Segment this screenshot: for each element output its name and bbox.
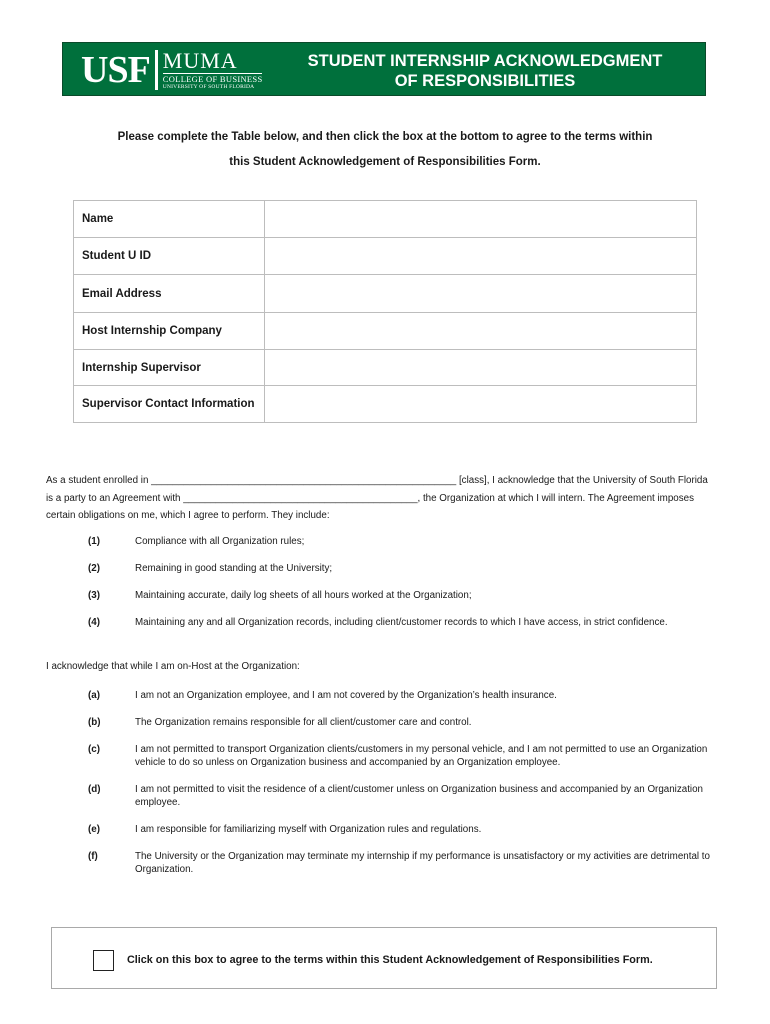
agree-checkbox[interactable] <box>93 950 114 971</box>
host-company-field[interactable] <box>265 313 697 350</box>
row-label-student-id: Student U ID <box>74 238 265 275</box>
item-text: The University or the Organization may terminate my internship if my performance is unsatisfactory or my activities are detrimental to Organization. <box>135 851 710 875</box>
intro-line-2: this Student Acknowledgement of Responsibilities Form. <box>229 156 541 168</box>
item-text: Maintaining any and all Organization records, including client/customer records to which I have access, in strict confidence. <box>135 617 668 628</box>
page-title <box>285 51 685 91</box>
agree-label: Click on this box to agree to the terms within this Student Acknowledgement of Responsibilities Form. <box>127 954 653 966</box>
row-label-name: Name <box>74 201 265 238</box>
intro-instructions <box>60 125 710 175</box>
table-row <box>74 350 697 386</box>
table-row <box>74 386 697 423</box>
item-marker: (e) <box>88 824 100 835</box>
supervisor-contact-field[interactable] <box>265 386 697 423</box>
agree-section <box>51 927 717 989</box>
logo-usf-text: USF <box>81 50 158 90</box>
item-text: I am not an Organization employee, and I am not covered by the Organization’s health insurance. <box>135 690 557 701</box>
item-text: I am responsible for familiarizing myself with Organization rules and regulations. <box>135 824 482 835</box>
table-row <box>74 238 697 275</box>
item-text: Compliance with all Organization rules; <box>135 536 305 547</box>
student-info-table <box>73 200 697 423</box>
item-marker: (a) <box>88 690 100 701</box>
item-marker: (3) <box>88 590 100 601</box>
item-marker: (2) <box>88 563 100 574</box>
title-line-1: STUDENT INTERNSHIP ACKNOWLEDGMENT <box>307 52 663 70</box>
table-row <box>74 201 697 238</box>
item-marker: (b) <box>88 717 101 728</box>
logo-college-text: COLLEGE OF BUSINESS <box>162 73 263 84</box>
item-marker: (c) <box>88 744 100 755</box>
agreement-line-3: certain obligations on me, which I agree to perform. They include: <box>46 510 330 521</box>
item-text: The Organization remains responsible for all client/customer care and control. <box>135 717 472 728</box>
row-label-email: Email Address <box>74 275 265 313</box>
intro-line-1: Please complete the Table below, and then click the box at the bottom to agree to the terms within <box>117 131 653 143</box>
agreement-line-1: As a student enrolled in ________________________________________________________ [class], I acknowledge that the University of South Florida <box>46 475 708 486</box>
header-banner <box>62 42 706 96</box>
student-id-field[interactable] <box>265 238 697 275</box>
row-label-host-company: Host Internship Company <box>74 313 265 350</box>
email-field[interactable] <box>265 275 697 313</box>
item-text: I am not permitted to visit the residence of a client/customer unless on Organization business and accompanied by an Organization employee. <box>135 784 703 808</box>
row-label-supervisor: Internship Supervisor <box>74 350 265 386</box>
logo-muma-text: MUMA <box>162 47 238 73</box>
item-marker: (1) <box>88 536 100 547</box>
logo-university-text: UNIVERSITY OF SOUTH FLORIDA <box>162 83 255 90</box>
table-row <box>74 313 697 350</box>
item-text: Remaining in good standing at the University; <box>135 563 333 574</box>
supervisor-field[interactable] <box>265 350 697 386</box>
item-marker: (4) <box>88 617 100 628</box>
acknowledgment-lead: I acknowledge that while I am on-Host at the Organization: <box>46 661 300 672</box>
agreement-paragraph <box>46 472 726 525</box>
agreement-line-2: is a party to an Agreement with ___________________________________________, the Organization at which I will intern. The Agreement imposes <box>46 492 694 504</box>
item-text: I am not permitted to transport Organization clients/customers in my personal vehicle, and I am not permitted to use an Organization vehicle to do so unless on Organization business and accompanied by an Organization employee. <box>135 744 708 768</box>
usf-muma-logo <box>81 47 263 91</box>
title-line-2: OF RESPONSIBILITIES <box>394 72 576 90</box>
table-row <box>74 275 697 313</box>
name-field[interactable] <box>265 201 697 238</box>
item-marker: (f) <box>88 851 98 862</box>
logo-college-block <box>162 47 263 91</box>
item-marker: (d) <box>88 784 101 795</box>
row-label-supervisor-contact: Supervisor Contact Information <box>74 386 265 423</box>
item-text: Maintaining accurate, daily log sheets of all hours worked at the Organization; <box>135 590 472 601</box>
